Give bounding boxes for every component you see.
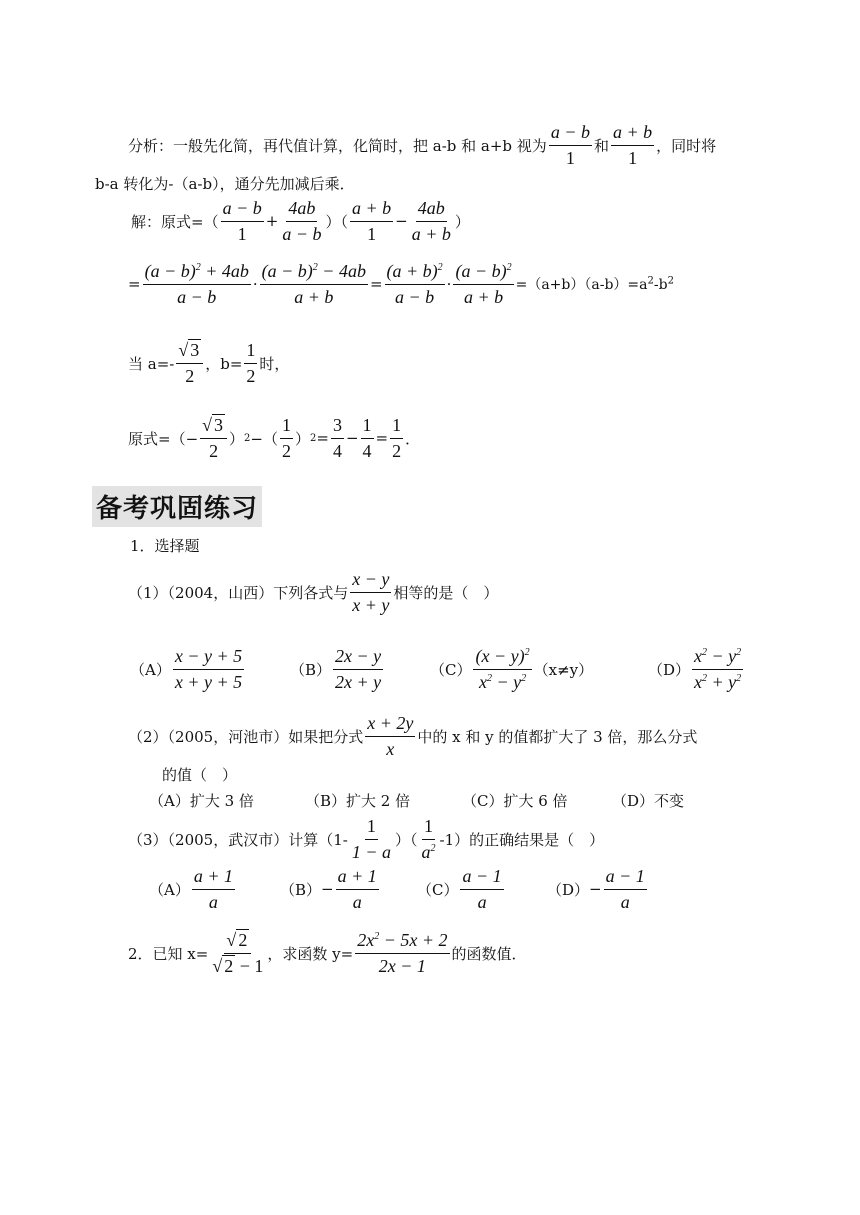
minus-sign: − <box>395 212 408 231</box>
denominator: 1 <box>628 147 638 168</box>
option-label: （A） <box>149 880 190 899</box>
equals-sign: = <box>316 429 329 448</box>
exponent: 2 <box>702 647 708 658</box>
term: x <box>694 646 703 666</box>
term: − y <box>707 646 737 666</box>
numerator <box>260 261 368 285</box>
fraction-one-half <box>280 415 293 461</box>
given-b-label: ，b= <box>205 354 243 373</box>
term: − 5x + 2 <box>379 930 448 950</box>
numerator <box>355 930 449 954</box>
fraction <box>260 261 368 307</box>
paren-text: ） <box>295 429 311 448</box>
sqrt-icon: √ <box>212 955 223 976</box>
question-1-2-line2: 的值（ ） <box>162 766 238 784</box>
stem-suffix: 中的 x 和 y 的值都扩大了 3 倍，那么分式 <box>417 727 698 746</box>
exponent: 2 <box>736 647 742 658</box>
term: − y <box>491 671 522 692</box>
solution-label: 解：原式=（ <box>131 212 219 231</box>
fraction <box>221 198 264 244</box>
term: 2x <box>357 930 375 950</box>
denominator: 4 <box>362 440 372 461</box>
numerator: x + 2y <box>365 713 415 737</box>
denominator <box>477 670 528 693</box>
fraction <box>365 713 415 759</box>
fraction <box>280 198 323 244</box>
fraction-one-half <box>244 340 257 386</box>
fraction <box>350 569 391 615</box>
stem-prefix: （3）（2005，武汉市）计算（1- <box>128 830 348 849</box>
fraction <box>453 261 513 307</box>
exponent: 2 <box>702 672 708 684</box>
option-1-3-C <box>417 866 506 912</box>
term: x <box>694 671 703 692</box>
radicand: 3 <box>214 415 224 435</box>
numerator: 1 <box>244 340 257 364</box>
fraction-a-plus-b-over-1 <box>611 122 654 168</box>
solution-result <box>516 274 674 294</box>
option-1-2-B: （B）扩大 2 倍 <box>305 792 411 810</box>
denominator: a <box>208 891 218 912</box>
stem-suffix: 的函数值． <box>451 944 527 963</box>
sqrt-icon: √ <box>178 340 189 360</box>
fraction <box>473 646 531 692</box>
numerator: 4ab <box>416 198 447 222</box>
denominator <box>692 670 743 693</box>
option-1-2-C: （C）扩大 6 倍 <box>462 792 568 810</box>
analysis-intro: 分析：一般先化简，再代值计算，化简时，把 a-b 和 a+b 视为 <box>128 136 547 155</box>
numerator: a + 1 <box>336 866 379 890</box>
option-label: （B） <box>290 660 332 679</box>
fraction <box>390 415 403 461</box>
radicand: 3 <box>190 340 200 360</box>
numerator: a − b <box>221 198 264 222</box>
denominator: a <box>477 891 487 912</box>
option-label: （C） <box>417 880 459 899</box>
denominator: 2 <box>209 440 219 461</box>
exponent: 2 <box>310 432 317 444</box>
fraction <box>604 866 647 912</box>
question-1-title: 1．选择题 <box>130 537 200 555</box>
numerator: 2x − y <box>333 646 383 670</box>
denominator: 1 <box>565 147 575 168</box>
paren-text: ） <box>229 429 245 448</box>
numerator <box>692 646 743 670</box>
fraction <box>173 646 244 692</box>
fraction <box>336 866 379 912</box>
numerator <box>453 261 513 285</box>
denominator: 2x + y <box>335 671 382 692</box>
denominator: x + y <box>352 594 390 615</box>
question-1-1-stem <box>128 569 498 615</box>
equals-sign: = <box>375 429 389 448</box>
evaluation-label: 原式=（− <box>128 429 199 448</box>
denominator: a − b <box>395 286 435 307</box>
exponent: 2 <box>244 432 251 444</box>
option-label: （B） <box>280 880 322 899</box>
exponent: 2 <box>736 672 742 684</box>
term: − 4ab <box>317 261 366 281</box>
numerator <box>143 261 251 285</box>
given-values-line <box>128 340 289 386</box>
option-label: （D） <box>547 880 590 899</box>
exponent: 2 <box>430 842 436 854</box>
numerator: 1 <box>390 415 403 439</box>
term: (a + b) <box>386 261 438 281</box>
term: x <box>478 671 487 692</box>
term: + 4ab <box>200 261 249 281</box>
stem-suffix: -1）的正确结果是（ ） <box>439 830 605 849</box>
denominator: a <box>620 891 630 912</box>
denominator: 2 <box>185 365 195 386</box>
fraction <box>355 930 449 976</box>
solution-line-2 <box>128 261 674 307</box>
denominator: x + y + 5 <box>174 671 243 692</box>
stem-prefix: （1）（2004，山西）下列各式与 <box>128 583 349 602</box>
fraction-sqrt3-over-2 <box>176 340 203 386</box>
exponent: 2 <box>524 647 530 658</box>
fraction-sqrt2-over-sqrt2-minus-1 <box>210 930 265 976</box>
question-1-3-stem <box>128 816 604 862</box>
numerator: a + 1 <box>192 866 235 890</box>
numerator: x − y <box>350 569 391 593</box>
exponent: 2 <box>195 262 201 273</box>
numerator <box>473 646 531 670</box>
option-1-1-C <box>430 646 593 692</box>
denominator: x <box>386 738 395 759</box>
dot-operator: · <box>252 275 258 294</box>
sqrt-icon: √ <box>202 415 213 435</box>
fraction <box>410 198 453 244</box>
stem-suffix: 相等的是（ ） <box>393 583 499 602</box>
fraction <box>460 866 503 912</box>
question-1-2-stem <box>128 713 697 759</box>
option-1-1-B <box>290 646 385 692</box>
dot-operator: · <box>446 275 452 294</box>
option-1-3-A <box>149 866 237 912</box>
exponent: 2 <box>312 262 318 273</box>
analysis-line-2: b-a 转化为-（a-b），通分先加减后乘． <box>95 175 355 193</box>
fraction <box>361 415 374 461</box>
exponent: 2 <box>437 262 443 273</box>
stem-mid: ，求函数 y= <box>267 944 354 963</box>
numerator: x − y + 5 <box>173 646 244 670</box>
sign: − <box>321 880 334 899</box>
fraction <box>333 646 383 692</box>
numerator <box>224 930 251 954</box>
option-1-3-B <box>280 866 381 912</box>
term: a <box>421 841 431 862</box>
option-1-1-A <box>130 646 246 692</box>
minus-sign: − <box>345 429 359 448</box>
fraction <box>350 198 393 244</box>
denominator: 2 <box>246 365 256 386</box>
numerator: 1 <box>365 816 378 840</box>
fraction <box>692 646 743 692</box>
numerator <box>200 415 227 439</box>
numerator <box>176 340 203 364</box>
denominator: 2 <box>392 440 402 461</box>
paren-text: ）（ <box>325 212 348 231</box>
exponent: 2 <box>647 275 654 287</box>
paren-text: ）（ <box>395 830 418 849</box>
stem-prefix: 2．已知 x= <box>128 944 209 963</box>
equals-sign: = <box>128 275 141 294</box>
fraction <box>385 261 445 307</box>
exponent: 2 <box>486 672 492 684</box>
fraction <box>420 816 438 862</box>
denominator: 1 <box>367 223 377 244</box>
option-1-3-D <box>547 866 649 912</box>
radicand: 2 <box>224 955 234 976</box>
denominator: 1 <box>237 223 247 244</box>
radicand: 2 <box>238 930 248 950</box>
numerator: a − b <box>549 122 592 146</box>
fraction <box>350 816 393 862</box>
numerator: a + b <box>350 198 393 222</box>
numerator <box>385 261 445 285</box>
given-tail: 时， <box>259 354 290 373</box>
sqrt-icon: √ <box>226 930 237 950</box>
denominator: 2 <box>282 440 291 461</box>
condition-note: （x≠y） <box>533 660 594 679</box>
denominator <box>420 840 438 863</box>
exponent: 2 <box>506 262 512 273</box>
denominator: a − b <box>282 223 322 244</box>
denominator: a <box>352 891 362 912</box>
analysis-line-1 <box>128 122 716 168</box>
equals-sign: = <box>369 275 383 294</box>
term: + y <box>707 671 737 692</box>
evaluation-line <box>128 415 420 461</box>
numerator: a − 1 <box>604 866 647 890</box>
stem-prefix: （2）（2005，河池市）如果把分式 <box>128 727 364 746</box>
result-text: =（a+b）（a-b）=a <box>515 277 648 294</box>
paren-text: ） <box>454 212 470 231</box>
option-label: （D） <box>648 660 691 679</box>
numerator: a − 1 <box>460 866 503 890</box>
fraction <box>192 866 235 912</box>
section-heading: 备考巩固练习 <box>92 486 262 527</box>
fraction <box>331 415 344 461</box>
option-1-2-A: （A）扩大 3 倍 <box>149 792 254 810</box>
sign: − <box>589 880 602 899</box>
denominator <box>210 954 265 977</box>
analysis-tail: ，同时将 <box>656 136 717 155</box>
exponent: 2 <box>521 672 527 684</box>
numerator: 1 <box>280 415 293 439</box>
denominator: 4 <box>332 440 342 461</box>
denominator: a + b <box>294 286 334 307</box>
term: (a − b) <box>261 261 313 281</box>
term: (a − b) <box>144 261 196 281</box>
result-text: -b <box>653 277 668 294</box>
fraction <box>143 261 251 307</box>
and-text: 和 <box>593 136 609 155</box>
given-a-label: 当 a=- <box>128 354 175 373</box>
denominator: a − b <box>177 286 217 307</box>
denominator: 1 − a <box>351 841 391 862</box>
numerator: 1 <box>422 816 435 840</box>
plus-sign: + <box>265 212 279 231</box>
option-label: （C） <box>430 660 472 679</box>
period: ． <box>405 429 421 448</box>
term: (x − y) <box>475 646 525 666</box>
denominator: 2x − 1 <box>378 955 426 976</box>
numerator: 4ab <box>286 198 317 222</box>
numerator: 3 <box>331 415 344 439</box>
option-1-1-D <box>648 646 745 692</box>
option-1-2-D: （D）不变 <box>612 792 685 810</box>
solution-line-1 <box>131 198 470 244</box>
term: − 1 <box>235 955 264 976</box>
numerator: 1 <box>361 415 374 439</box>
exponent: 2 <box>667 275 674 287</box>
exponent: 2 <box>374 931 380 942</box>
paren-text: −（ <box>250 429 278 448</box>
numerator: a + b <box>611 122 654 146</box>
fraction-sqrt3-over-2 <box>200 415 227 461</box>
option-label: （A） <box>130 660 171 679</box>
fraction-a-minus-b-over-1 <box>549 122 592 168</box>
question-2 <box>128 930 527 976</box>
denominator: a + b <box>411 223 451 244</box>
term: (a − b) <box>455 261 507 281</box>
denominator: a + b <box>463 286 504 307</box>
